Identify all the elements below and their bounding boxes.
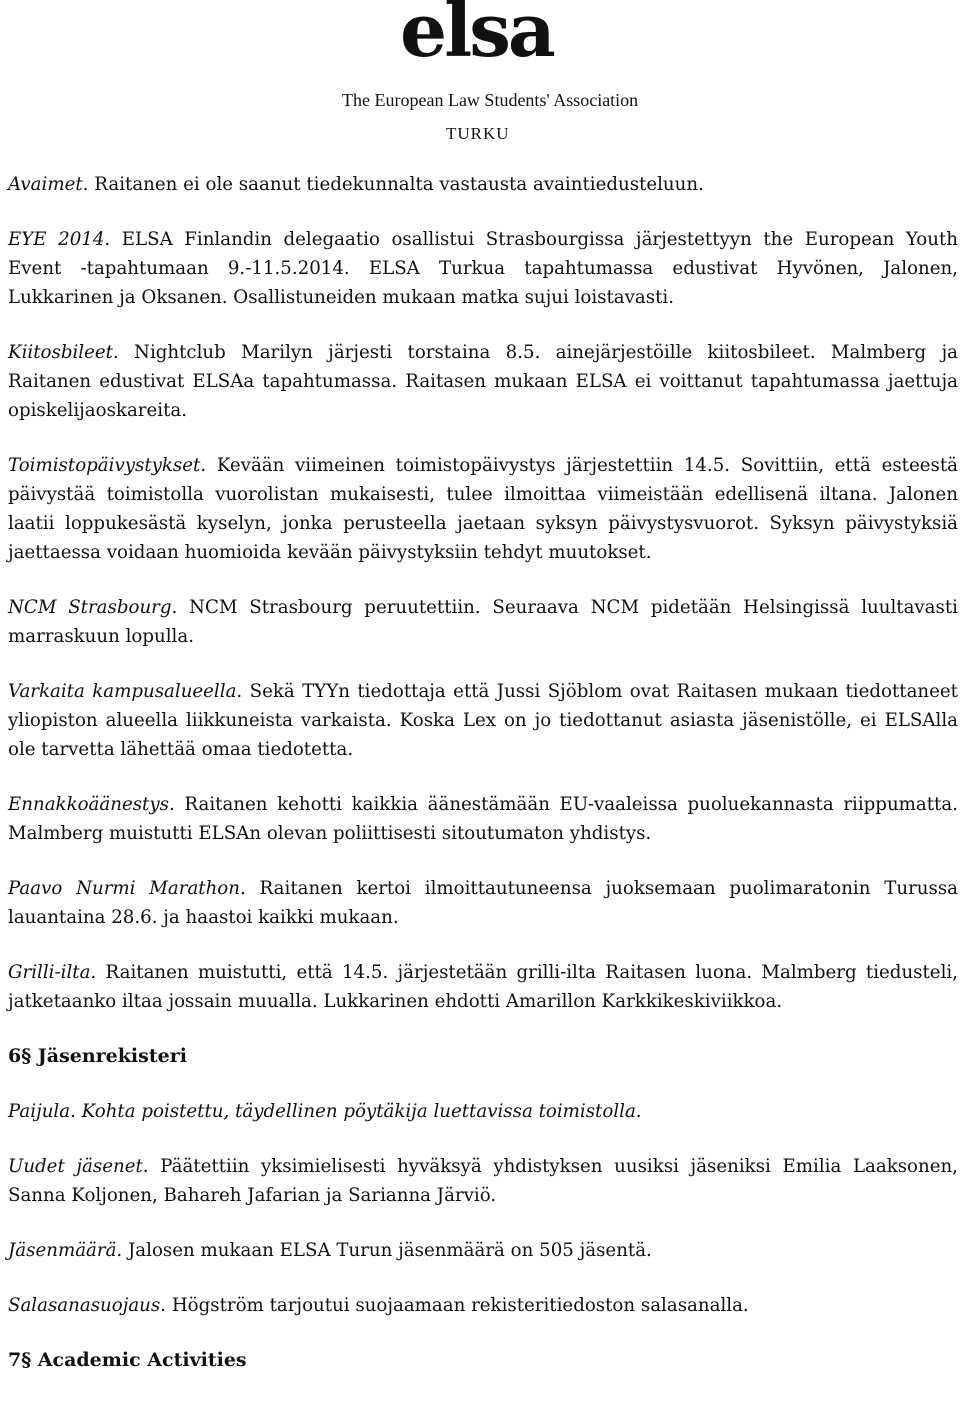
paragraph-ennakkoaanestys: [8, 790, 958, 848]
paragraph-paijula: [8, 1097, 958, 1126]
paragraph-text: Kevään viimeinen toimistopäivystys järjestettiin 14.5. Sovittiin, että esteestä päivystää toimistolla vuorolistan mukaisesti, tulee ilmoittaa viimeistään edellisenä iltana. Jalonen laatii loppukesästä kyselyn, jonka perusteella jaetaan syksyn päivystysvuorot. Syksyn päivystyksiä jaettaessa voidaan huomioida kevään päivystyksiin tehdyt muutokset.: [8, 455, 958, 563]
paragraph-uudet-jasenet: [8, 1152, 958, 1210]
paragraph-text: Högström tarjoutui suojaamaan rekisteritiedoston salasanalla.: [171, 1295, 749, 1316]
paragraph-heading: Ennakkoäänestys.: [8, 794, 175, 815]
paragraph-avaimet: [8, 170, 958, 199]
paragraph-paavo-nurmi: [8, 874, 958, 932]
paragraph-text: Raitanen muistutti, että 14.5. järjestetään grilli-ilta Raitasen luona. Malmberg tiedusteli, jatketaanko iltaa jossain muualla. Lukkarinen ehdotti Amarillon Karkkikeskiviikkoa.: [8, 962, 958, 1012]
paragraph-grilli-ilta: [8, 958, 958, 1016]
paragraph-heading: Grilli-ilta.: [8, 962, 97, 983]
paragraph-heading: EYE 2014.: [8, 229, 111, 250]
paragraph-varkaita: [8, 677, 958, 764]
paragraph-heading: Toimistopäivystykset.: [8, 455, 207, 476]
paragraph-text: Jalosen mukaan ELSA Turun jäsenmäärä on 505 jäsentä.: [128, 1240, 652, 1261]
paragraph-ncm-strasbourg: [8, 593, 958, 651]
paragraph-text: Raitanen kertoi ilmoittautuneensa juoksemaan puolimaratonin Turussa lauantaina 28.6. ja haastoi kaikki mukaan.: [8, 878, 958, 928]
paragraph-text: Kohta poistettu, täydellinen pöytäkija luettavissa toimistolla.: [81, 1101, 642, 1122]
paragraph-text: Päätettiin yksimielisesti hyväksyä yhdistyksen uusiksi jäseniksi Emilia Laaksonen, Sanna Koljonen, Bahareh Jafarian ja Sarianna Järviö.: [8, 1156, 958, 1206]
section-heading-jasenrekisteri: 6§ Jäsenrekisteri: [8, 1045, 187, 1067]
paragraph-heading: Uudet jäsenet.: [8, 1156, 149, 1177]
paragraph-heading: NCM Strasbourg.: [8, 597, 178, 618]
paragraph-eye-2014: [8, 225, 958, 312]
paragraph-heading: Varkaita kampusalueella.: [8, 681, 243, 702]
paragraph-heading: Salasanasuojaus.: [8, 1295, 167, 1316]
paragraph-heading: Paavo Nurmi Marathon.: [8, 878, 246, 899]
document-body: [8, 170, 958, 1401]
paragraph-text: ELSA Finlandin delegaatio osallistui Strasbourgissa järjestettyyn the European Youth Event -tapahtumaan 9.-11.5.2014. ELSA Turkua tapahtumassa edustivat Hyvönen, Jalonen, Lukkarinen ja Oksanen. Osallistuneiden mukaan matka sujui loistavasti.: [8, 229, 958, 308]
paragraph-text: Raitanen ei ole saanut tiedekunnalta vastausta avaintiedusteluun.: [94, 174, 704, 195]
paragraph-text: Sekä TYYn tiedottaja että Jussi Sjöblom ovat Raitasen mukaan tiedottaneet yliopiston alueella liikkuneista varkaista. Koska Lex on jo tiedottanut asiasta jäsenistölle, ei ELSAlla ole tarvetta lähettää omaa tiedotetta.: [8, 681, 958, 760]
paragraph-jasenmaara: [8, 1236, 958, 1265]
paragraph-text: Raitanen kehotti kaikkia äänestämään EU-vaaleissa puoluekannasta riippumatta. Malmberg muistutti ELSAn olevan poliittisesti sitoutumaton yhdistys.: [8, 794, 958, 844]
elsa-turku-logo: [338, 0, 639, 150]
paragraph-kiitosbileet: [8, 338, 958, 425]
paragraph-heading: Kiitosbileet.: [8, 342, 119, 363]
paragraph-text: NCM Strasbourg peruutettiin. Seuraava NCM pidetään Helsingissä luultavasti marraskuun lopulla.: [8, 597, 958, 647]
paragraph-heading: Paijula.: [8, 1101, 76, 1122]
section-heading-academic-activities: 7§ Academic Activities: [8, 1349, 247, 1371]
paragraph-heading: Jäsenmäärä.: [8, 1240, 123, 1261]
logo-subtitle: The European Law Students' Association: [342, 90, 639, 110]
paragraph-toimistopaivystykset: [8, 451, 958, 567]
paragraph-text: Nightclub Marilyn järjesti torstaina 8.5. ainejärjestöille kiitosbileet. Malmberg ja Raitanen edustivat ELSAa tapahtumassa. Raitasen mukaan ELSA ei voittanut tapahtumassa jaettuja opiskelijaoskareita.: [8, 342, 958, 421]
elsa-logo-mark: elsa: [400, 0, 553, 74]
paragraph-salasanasuojaus: [8, 1291, 958, 1320]
paragraph-heading: Avaimet.: [8, 174, 89, 195]
logo-city: TURKU: [446, 124, 510, 143]
